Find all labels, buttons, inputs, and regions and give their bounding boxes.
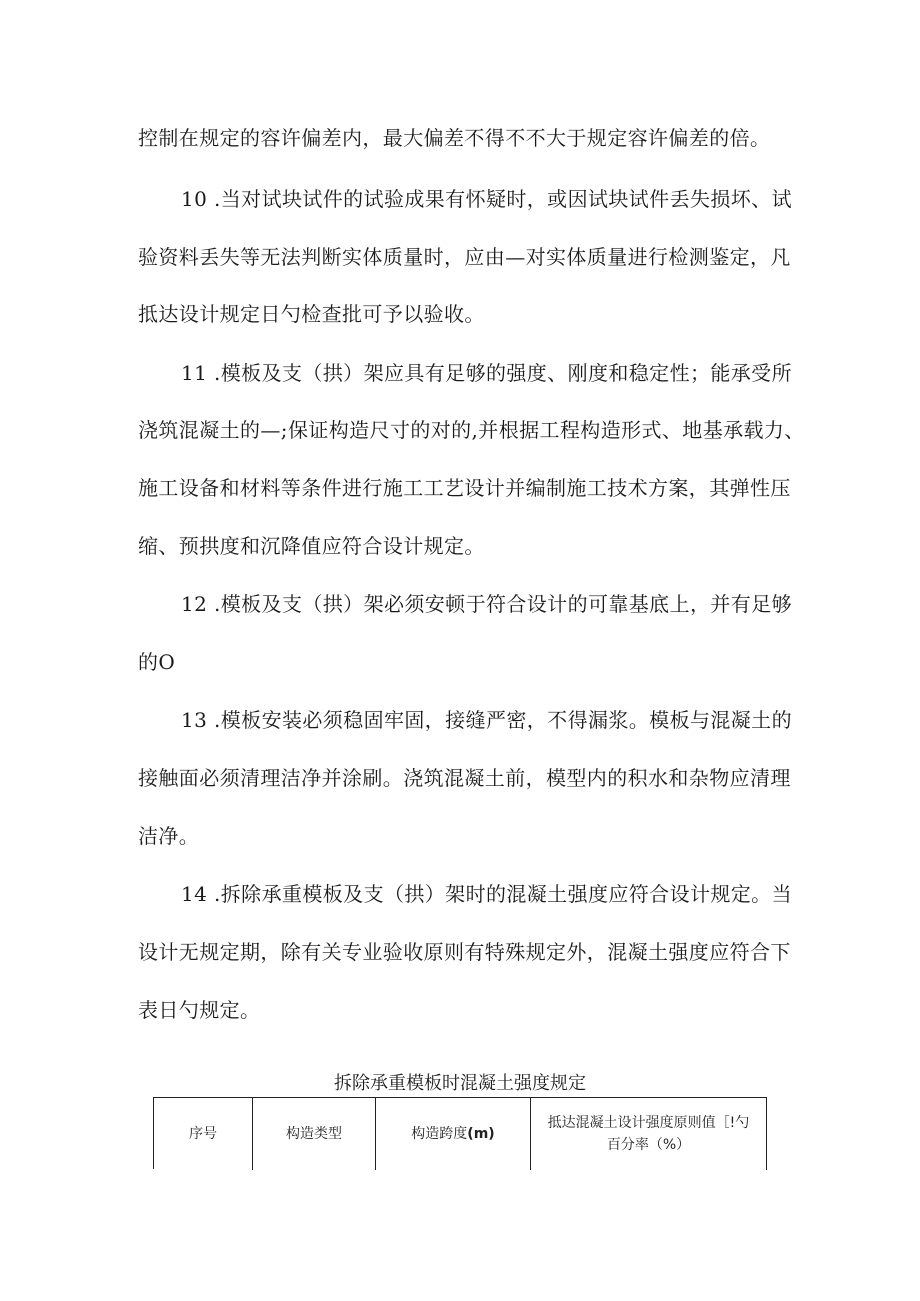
- paragraph-11-line-2: 浇筑混凝土的—;保证构造尺寸的对的,并根据工程构造形式、地基承载力、: [138, 418, 805, 442]
- header-strength-line-1: 抵达混凝土设计强度原则值［!勺: [547, 1115, 750, 1131]
- header-strength-line-2: 百分率（%）: [606, 1137, 691, 1153]
- header-structure-type-label: 构造类型: [286, 1126, 342, 1142]
- header-cell-serial: [154, 1098, 253, 1170]
- paragraph-14-line-2: 设计无规定期，除有关专业验收原则有特殊规定外，混凝土强度应符合下: [138, 940, 791, 964]
- header-cell-structure-type: [253, 1098, 376, 1170]
- strength-table: [153, 1097, 767, 1169]
- header-span-label: 构造跨度: [411, 1126, 468, 1142]
- paragraph-11-line-1: 11 .模板及支（拱）架应具有足够的强度、刚度和稳定性；能承受所: [181, 361, 792, 385]
- paragraph-continuation: 控制在规定的容许偏差内，最大偏差不得不不大于规定容许偏差的倍。: [138, 126, 771, 150]
- header-cell-span: [376, 1098, 531, 1170]
- paragraph-14-line-1: 14 .拆除承重模板及支（拱）架时的混凝土强度应符合设计规定。当: [181, 882, 792, 906]
- table-title: 拆除承重模板时混凝土强度规定: [334, 1073, 586, 1094]
- paragraph-11-line-3: 施工设备和材料等条件进行施工工艺设计并编制施工技术方案，其弹性压: [138, 476, 791, 500]
- paragraph-12-line-2: 的O: [138, 650, 176, 674]
- paragraph-14-line-3: 表日勺规定。: [138, 998, 261, 1022]
- paragraph-13-line-2: 接触面必须清理洁净并涂刷。浇筑混凝土前，模型内的积水和杂物应清理: [138, 766, 791, 790]
- paragraph-13-line-3: 洁净。: [138, 824, 200, 848]
- paragraph-12-line-1: 12 .模板及支（拱）架必须安顿于符合设计的可靠基底上，并有足够: [181, 592, 792, 616]
- paragraph-11-line-4: 缩、预拱度和沉降值应符合设计规定。: [138, 534, 485, 558]
- paragraph-10-line-2: 验资料丢失等无法判断实体质量时，应由—对实体质量进行检测鉴定，凡: [138, 245, 791, 269]
- paragraph-13-line-1: 13 .模板安装必须稳固牢固，接缝严密，不得漏浆。模板与混凝土的: [181, 708, 792, 732]
- paragraph-10-line-1: 10 .当对试块试件的试验成果有怀疑时，或因试块试件丢失损坏、试: [181, 187, 792, 211]
- paragraph-10-line-3: 抵达设计规定日勺检查批可予以验收。: [138, 302, 485, 326]
- header-span-unit: (m): [467, 1126, 495, 1142]
- header-cell-strength-percent: [531, 1098, 767, 1170]
- header-serial-label: 序号: [189, 1126, 217, 1142]
